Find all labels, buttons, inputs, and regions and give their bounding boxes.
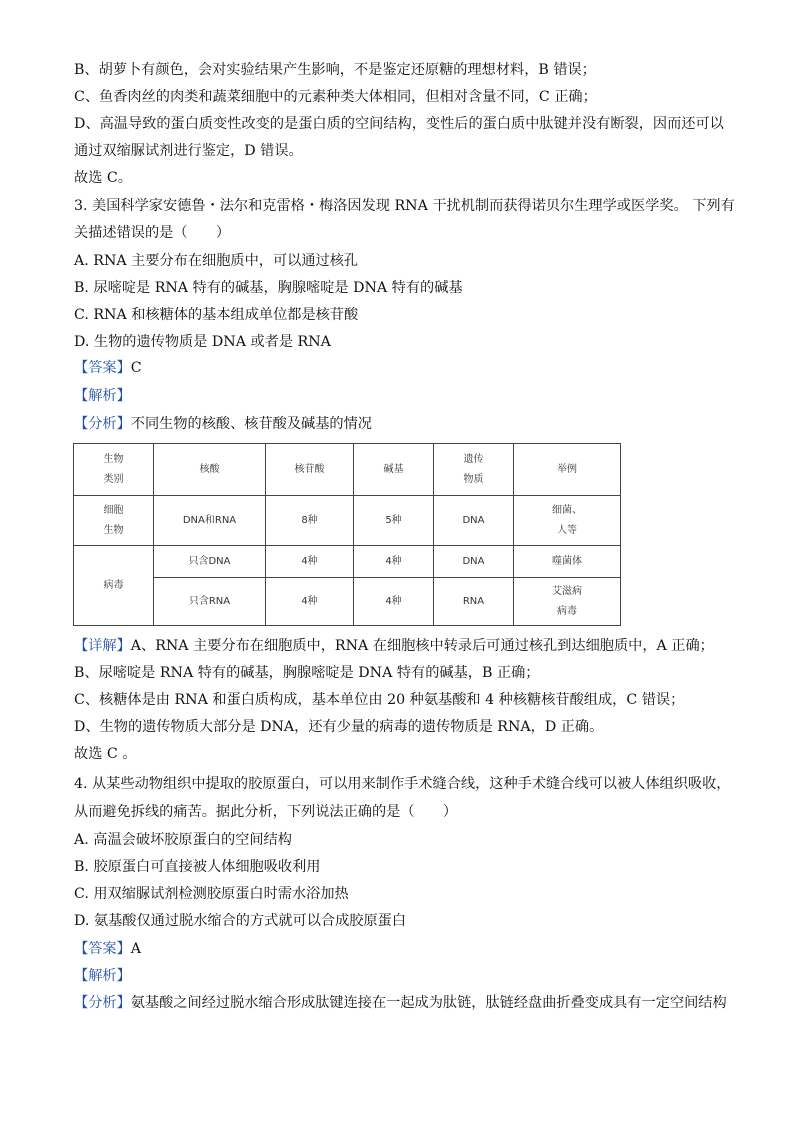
answer-line bbox=[74, 358, 142, 378]
cell-nucleic: 只含DNA bbox=[154, 546, 266, 578]
table-row bbox=[74, 546, 621, 578]
table-row bbox=[74, 578, 621, 626]
detail-line: C、核糖体是由 RNA 和蛋白质构成，基本单位由 20 种氨基酸和 4 种核糖核苷酸组成，C 错误； bbox=[74, 692, 685, 708]
cell-example: 噬菌体 bbox=[514, 546, 621, 578]
option-c: C. RNA 和核糖体的基本组成单位都是核苷酸 bbox=[74, 307, 359, 323]
cell-example: 细菌、 人等 bbox=[514, 496, 621, 546]
detail-line: 【详解】A、RNA 主要分布在细胞质中，RNA 在细胞核中转录后可通过核孔到达细胞质中，A 正确； bbox=[74, 638, 714, 654]
option-a: A. RNA 主要分布在细胞质中，可以通过核孔 bbox=[74, 253, 359, 269]
header-example: 举例 bbox=[514, 444, 621, 496]
option-d: D. 生物的遗传物质是 DNA 或者是 RNA bbox=[74, 334, 331, 350]
cell-base: 4种 bbox=[354, 578, 434, 626]
text-line: B、胡萝卜有颜色，会对实验结果产生影响，不是鉴定还原糖的理想材料，B 错误； bbox=[74, 62, 596, 78]
text-line: 通过双缩脲试剂进行鉴定，D 错误。 bbox=[74, 143, 303, 159]
option-d: D. 氨基酸仅通过脱水缩合的方式就可以合成胶原蛋白 bbox=[74, 913, 407, 929]
question-3-stem: 3. 美国科学家安德鲁・法尔和克雷格・梅洛因发现 RNA 干扰机制而获得诺贝尔生理学或医学奖。 下列有 bbox=[74, 198, 735, 214]
answer-line bbox=[74, 939, 141, 959]
cell-nucleic: 只含RNA bbox=[154, 578, 266, 626]
analysis-text: 不同生物的核酸、核苷酸及碱基的情况 bbox=[130, 416, 372, 432]
option-b: B. 尿嘧啶是 RNA 特有的碱基，胸腺嘧啶是 DNA 特有的碱基 bbox=[74, 280, 463, 296]
cell-example: 艾滋病 病毒 bbox=[514, 578, 621, 626]
virus-category: 病毒 bbox=[74, 546, 154, 626]
cell-base: 4种 bbox=[354, 546, 434, 578]
question-4-stem-cont: 从而避免拆线的痛苦。据此分析，下列说法正确的是（ ） bbox=[74, 804, 458, 820]
jiexi-tag: 【解析】 bbox=[74, 968, 131, 984]
answer-tag: 【答案】 bbox=[74, 360, 131, 376]
answer-tag: 【答案】 bbox=[74, 941, 131, 957]
text-line: D、高温导致的蛋白质变性改变的是蛋白质的空间结构，变性后的蛋白质中肽键并没有断裂，因而还可以 bbox=[74, 116, 724, 132]
text-line: 故选 C。 bbox=[74, 170, 132, 186]
question-3-stem-cont: 关描述错误的是（ ） bbox=[74, 225, 231, 241]
option-b: B. 胶原蛋白可直接被人体细胞吸收利用 bbox=[74, 859, 321, 875]
answer-value: A bbox=[130, 941, 142, 957]
analysis-line bbox=[74, 414, 372, 434]
cell-genetic: DNA bbox=[434, 546, 514, 578]
cell-nucleotide: 4种 bbox=[266, 578, 354, 626]
header-nucleotide: 核苷酸 bbox=[266, 444, 354, 496]
cell-genetic: DNA bbox=[434, 496, 514, 546]
analysis-line bbox=[74, 993, 727, 1013]
jiexi-tag: 【解析】 bbox=[74, 388, 131, 404]
header-genetic: 遗传 物质 bbox=[434, 444, 514, 496]
text-line: C、鱼香肉丝的肉类和蔬菜细胞中的元素种类大体相同，但相对含量不同，C 正确； bbox=[74, 89, 597, 105]
cell-base: 5种 bbox=[354, 496, 434, 546]
cell-genetic: RNA bbox=[434, 578, 514, 626]
table-header-row bbox=[74, 444, 621, 496]
detail-line: D、生物的遗传物质大部分是 DNA，还有少量的病毒的遗传物质是 RNA，D 正确。 bbox=[74, 719, 604, 735]
header-category: 生物 类别 bbox=[74, 444, 154, 496]
cell-nucleotide: 4种 bbox=[266, 546, 354, 578]
option-c: C. 用双缩脲试剂检测胶原蛋白时需水浴加热 bbox=[74, 886, 349, 902]
detail-tag: 【详解】 bbox=[74, 638, 131, 654]
question-4-stem: 4. 从某些动物组织中提取的胶原蛋白，可以用来制作手术缝合线，这种手术缝合线可以被人体组织吸收， bbox=[74, 776, 731, 792]
cell-nucleotide: 8种 bbox=[266, 496, 354, 546]
analysis-tag: 【分析】 bbox=[74, 995, 131, 1011]
detail-line: B、尿嘧啶是 RNA 特有的碱基，胸腺嘧啶是 DNA 特有的碱基，B 正确； bbox=[74, 665, 540, 681]
cell-nucleic: DNA和RNA bbox=[154, 496, 266, 546]
table-row bbox=[74, 496, 621, 546]
detail-line: 故选 C 。 bbox=[74, 746, 137, 762]
option-a: A. 高温会破坏胶原蛋白的空间结构 bbox=[74, 832, 292, 848]
cell-category: 细胞 生物 bbox=[74, 496, 154, 546]
header-nucleic: 核酸 bbox=[154, 444, 266, 496]
header-base: 碱基 bbox=[354, 444, 434, 496]
comparison-table bbox=[73, 443, 621, 626]
analysis-tag: 【分析】 bbox=[74, 416, 131, 432]
analysis-text: 氨基酸之间经过脱水缩合形成肽键连接在一起成为肽链，肽链经盘曲折叠变成具有一定空间结构 bbox=[130, 995, 727, 1011]
answer-value: C bbox=[130, 360, 142, 376]
